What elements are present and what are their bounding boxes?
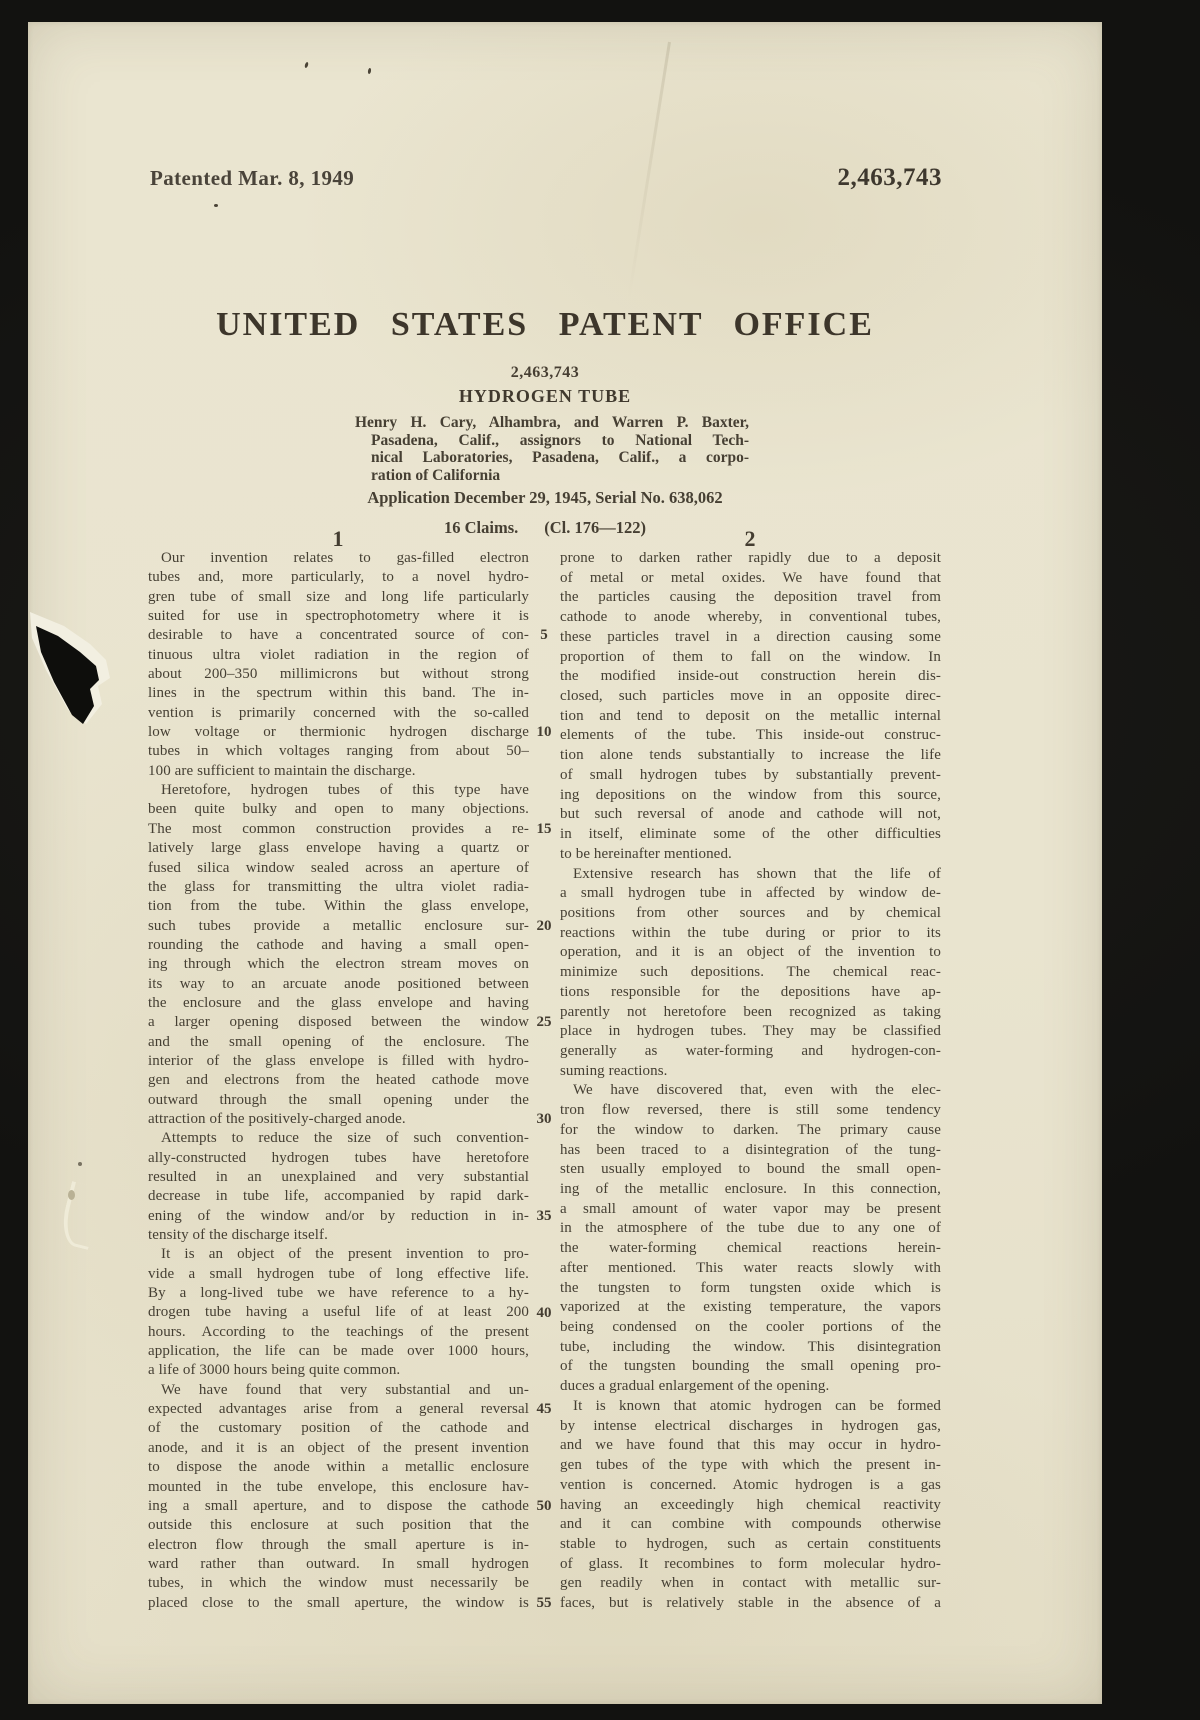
line-number: 15 (536, 820, 552, 837)
text-line: ing a small aperture, and to dispose the cathode (148, 1497, 529, 1514)
text-line: and the small opening of the enclosure. The (148, 1033, 529, 1050)
column-2-text (560, 549, 941, 1614)
text-line: suming reactions. (560, 1062, 668, 1079)
column-2-header: 2 (744, 526, 756, 551)
line-numbers-gutter (528, 549, 560, 1614)
text-line: of the tungsten bounding the small opening pro- (560, 1358, 941, 1375)
text-line: tube, including the window. This disintegration (560, 1338, 941, 1355)
text-line: the enclosure and the glass envelope and having (148, 994, 529, 1011)
text-line: vide a small hydrogen tube of long effective life. (148, 1265, 529, 1282)
text-line: decrease in tube life, accompanied by rapid dark- (148, 1188, 529, 1205)
paper-fold-shadow (68, 1190, 75, 1200)
text-line: but such reversal of anode and cathode will not, (560, 806, 941, 823)
text-line: such tubes provide a metallic enclosure sur- (148, 917, 529, 934)
text-line: being condensed on the cooler portions of the (560, 1319, 941, 1336)
text-line: It is an object of the present invention to pro- (161, 1246, 529, 1263)
text-line: tubes in which voltages ranging from about 50– (148, 743, 529, 760)
text-line: the modified inside-out construction herein dis- (560, 668, 941, 685)
text-line: stable to hydrogen, such as certain constituents (560, 1535, 941, 1552)
text-line: lines in the spectrum within this band. The in- (148, 685, 529, 702)
byline-line: ration of California (371, 466, 501, 484)
column-1-text (148, 549, 529, 1613)
text-line: reactions within the tube during or prior to its (560, 924, 941, 941)
text-line: application, the life can be made over 1000 hours, (148, 1343, 529, 1360)
text-line: tion alone tends substantially to increase the life (560, 747, 941, 764)
line-number: 30 (536, 1111, 552, 1128)
text-line: positions from other sources and by chemical (560, 904, 941, 921)
claims-line (150, 518, 940, 538)
line-number: 40 (536, 1304, 552, 1321)
text-line: mounted in the tube envelope, this enclosure hav- (148, 1478, 529, 1495)
text-line: Heretofore, hydrogen tubes of this type have (161, 782, 529, 799)
byline-line: Henry H. Cary, Alhambra, and Warren P. Baxter, (355, 414, 749, 431)
text-line: tron flow reversed, there is still some tendency (560, 1102, 941, 1119)
claims-classification: (Cl. 176—122) (544, 518, 646, 537)
text-line: in itself, eliminate some of the other difficulties (560, 826, 941, 843)
line-number: 10 (536, 724, 552, 741)
claims-count: 16 Claims. (444, 518, 519, 537)
text-line: having an exceedingly high chemical reactivity (560, 1496, 941, 1513)
text-line: for the window to darken. The primary cause (560, 1121, 941, 1138)
line-number: 50 (536, 1498, 552, 1515)
text-line: We have found that very substantial and un- (161, 1381, 529, 1398)
text-line: been quite bulky and open to many objections. (148, 801, 529, 818)
text-line: outward through the small opening under the (148, 1091, 529, 1108)
inventors-byline (355, 414, 749, 484)
text-line: tion and tend to deposit on the metallic internal (560, 707, 941, 724)
text-line: duces a gradual enlargement of the opening. (560, 1378, 830, 1395)
text-line: and we have found that this may occur in hydro- (560, 1437, 941, 1454)
text-line: of metal or metal oxides. We have found that (560, 569, 941, 586)
text-line: by intense electrical discharges in hydrogen gas, (560, 1417, 941, 1434)
text-line: parently not heretofore been recognized as taking (560, 1003, 941, 1020)
text-line: rounding the cathode and having a small open- (148, 936, 529, 953)
text-line: resulted in an unexplained and very substantial (148, 1169, 529, 1185)
text-line: ward rather than outward. In small hydrogen (148, 1555, 529, 1572)
text-line: its way to an arcuate anode positioned between (148, 975, 529, 992)
byline-line: Pasadena, Calif., assignors to National Tech- (371, 431, 749, 449)
text-line: interior of the glass envelope is filled with hydro- (148, 1052, 529, 1069)
text-line: tensity of the discharge itself. (148, 1227, 328, 1244)
text-line: It is known that atomic hydrogen can be formed (573, 1397, 941, 1414)
text-line: latively large glass envelope having a quartz or (148, 840, 529, 857)
ink-speck (368, 68, 372, 74)
text-line: sten usually employed to bound the small open- (560, 1161, 941, 1178)
line-number: 5 (540, 627, 548, 644)
text-line: elements of the tube. This inside-out construc- (560, 727, 941, 744)
patented-date: Patented Mar. 8, 1949 (150, 166, 355, 190)
text-line: low voltage or thermionic hydrogen discharge (148, 724, 529, 741)
text-line: desirable to have a concentrated source of con- (148, 627, 529, 644)
text-line: cathode to anode whereby, in conventional tubes, (560, 609, 941, 626)
text-line: tubes, in which the window must necessarily be (148, 1575, 529, 1592)
text-line: to dispose the anode within a metallic enclosure (148, 1459, 529, 1476)
text-line: of small hydrogen tubes by substantially prevent- (560, 766, 941, 783)
text-line: of glass. It recombines to form molecular hydro- (560, 1555, 941, 1572)
text-line: hours. According to the teachings of the present (148, 1323, 529, 1340)
paper-fold-mark (57, 1181, 103, 1250)
text-line: in the atmosphere of the tube due to any one of (560, 1220, 941, 1237)
byline-line: nical Laboratories, Pasadena, Calif., a corpo- (371, 449, 749, 467)
text-line: a larger opening disposed between the window (148, 1014, 529, 1031)
patent-office-title: UNITED STATES PATENT OFFICE (216, 306, 874, 343)
text-line: ening of the window and/or by reduction in in- (148, 1207, 529, 1224)
text-line: of the customary position of the cathode and (148, 1420, 529, 1437)
text-line: tion from the tube. Within the glass envelope, (148, 898, 529, 915)
text-line: By a long-lived tube we have reference to a hy- (148, 1285, 529, 1302)
text-line: and it can combine with compounds otherwise (560, 1516, 941, 1533)
text-line: drogen tube having a useful life of at least 200 (148, 1304, 529, 1321)
line-number: 35 (536, 1207, 552, 1224)
column-1-header: 1 (332, 526, 344, 551)
text-line: after mentioned. This water reacts slowly with (560, 1259, 941, 1276)
text-line: about 200–350 millimicrons but without strong (148, 666, 529, 683)
line-number: 45 (536, 1401, 552, 1418)
text-line: closed, such particles move in an opposite direc- (560, 688, 941, 705)
patent-number: 2,463,743 (837, 164, 942, 191)
text-line: gen readily when in contact with metallic sur- (560, 1575, 941, 1592)
text-line: the glass for transmitting the ultra violet radia- (148, 878, 529, 895)
ink-speck (304, 62, 309, 69)
text-line: We have discovered that, even with the elec- (573, 1082, 941, 1099)
page-header (150, 164, 942, 192)
text-line: vaporized at the existing temperature, the vapors (560, 1299, 941, 1316)
text-line: faces, but is relatively stable in the absence of a (560, 1595, 941, 1612)
text-line: place in hydrogen tubes. They may be classified (560, 1023, 941, 1040)
text-line: 100 are sufficient to maintain the discharge. (148, 762, 416, 779)
paper-tear-hole (28, 590, 128, 740)
text-line: a small amount of water vapor may be present (560, 1200, 941, 1217)
text-line: minimize such depositions. The chemical reac- (560, 964, 941, 981)
text-line: tinuous ultra violet radiation in the region of (148, 646, 529, 663)
text-line: ing of the metallic enclosure. In this connection, (560, 1181, 941, 1197)
line-number: 25 (536, 1014, 552, 1031)
text-line: Extensive research has shown that the life of (573, 865, 941, 882)
text-line: has been traced to a disintegration of the tung- (560, 1141, 941, 1158)
text-line: ing depositions on the window from this source, (560, 786, 941, 803)
text-line: outside this enclosure at such position that the (148, 1517, 529, 1534)
text-line: operation, and it is an object of the invention to (560, 944, 941, 961)
text-line: gen and electrons from the heated cathode move (148, 1072, 529, 1089)
ink-speck (214, 204, 218, 207)
text-line: a life of 3000 hours being quite common. (148, 1362, 401, 1379)
text-line: anode, and it is an object of the present invention (148, 1439, 529, 1456)
text-line: a small hydrogen tube in affected by window de- (560, 885, 941, 902)
text-line: the water-forming chemical reactions herein- (560, 1240, 941, 1257)
text-line: ally-constructed hydrogen tubes have heretofore (148, 1149, 529, 1166)
text-line: gren tube of small size and long life particularly (148, 588, 529, 605)
text-line: tions responsible for the depositions have ap- (560, 983, 941, 1000)
patent-number-small: 2,463,743 (510, 364, 580, 381)
text-line: vention is primarily concerned with the so-called (148, 704, 529, 721)
text-line: placed close to the small aperture, the window is (148, 1594, 529, 1611)
text-line: generally as water-forming and hydrogen-con- (560, 1042, 941, 1059)
text-line: Our invention relates to gas-filled electron (161, 550, 529, 566)
text-line: to be hereinafter mentioned. (560, 845, 732, 862)
text-line: suited for use in spectrophotometry where it is (148, 608, 529, 625)
text-line: gen tubes of the type with which the present in- (560, 1457, 941, 1474)
text-line: fused silica window sealed across an aperture of (148, 859, 529, 876)
text-line: tubes and, more particularly, to a novel hydro- (148, 569, 529, 586)
patent-paper (28, 22, 1102, 1704)
text-line: expected advantages arise from a general reversal (148, 1401, 529, 1418)
text-line: the particles causing the deposition travel from (560, 589, 941, 606)
text-line: ing through which the electron stream moves on (148, 956, 529, 973)
application-line: Application December 29, 1945, Serial No. 638,062 (367, 488, 723, 507)
text-line: electron flow through the small aperture is in- (148, 1536, 529, 1553)
text-line: the tungsten to form tungsten oxide which is (560, 1279, 941, 1296)
text-line: attraction of the positively-charged anode. (148, 1110, 406, 1127)
line-number: 55 (536, 1594, 552, 1611)
text-line: prone to darken rather rapidly due to a deposit (560, 550, 941, 566)
text-line: The most common construction provides a re- (148, 820, 529, 837)
text-line: Attempts to reduce the size of such convention- (161, 1130, 529, 1147)
ink-speck (78, 1162, 82, 1166)
text-line: vention is concerned. Atomic hydrogen is a gas (560, 1476, 941, 1493)
text-line: proportion of them to fall on the window. In (560, 648, 941, 665)
text-line: these particles travel in a direction causing some (560, 628, 941, 645)
invention-title: HYDROGEN TUBE (458, 386, 632, 406)
line-number: 20 (536, 917, 552, 934)
